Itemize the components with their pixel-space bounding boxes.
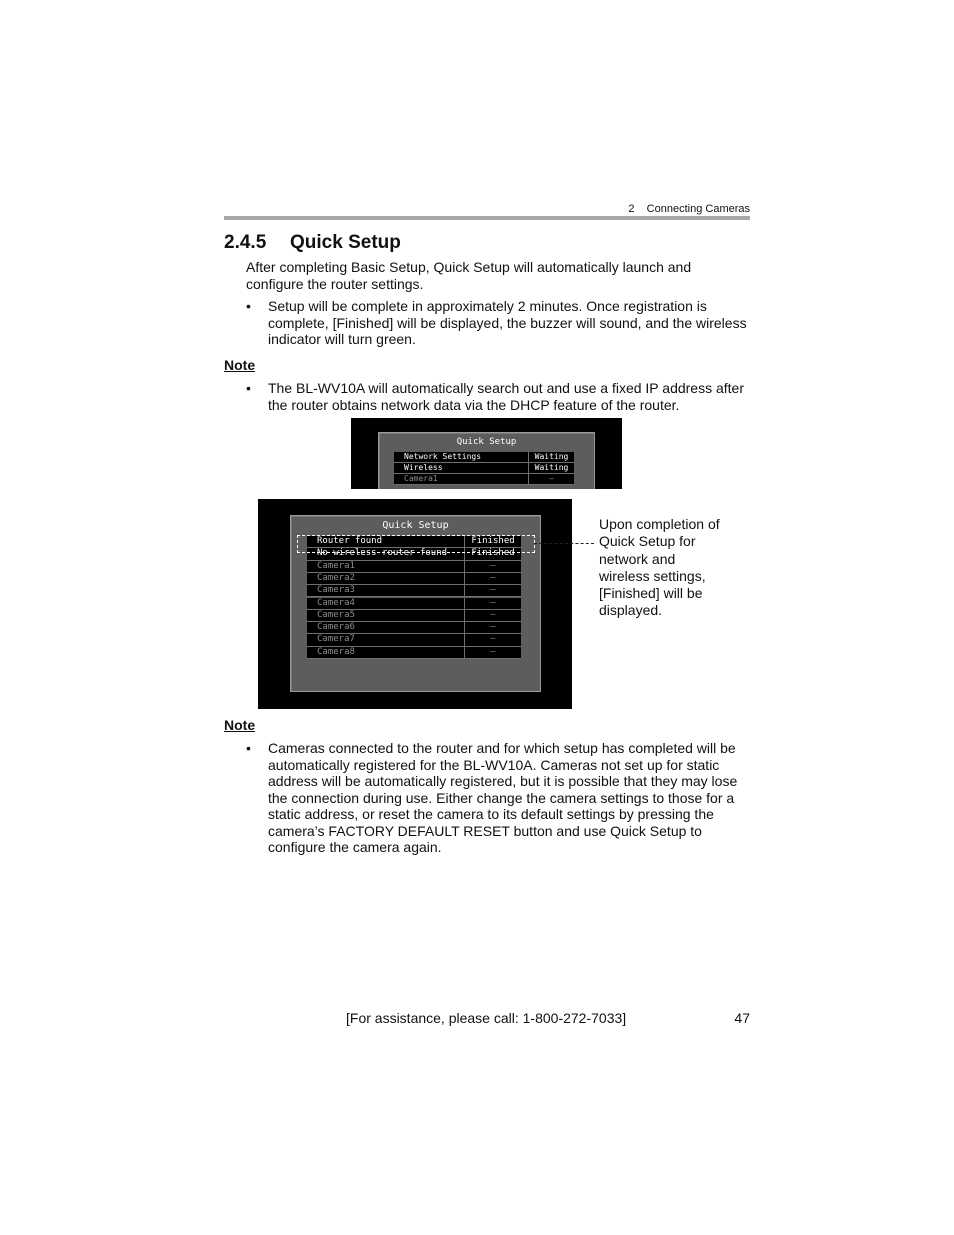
running-header: 2 Connecting Cameras [628, 203, 750, 215]
bullet-setup-time [246, 298, 752, 348]
row-name: Camera1 [394, 474, 529, 484]
note-bullet-dhcp [246, 380, 752, 413]
quick-setup-screenshot-large [258, 499, 572, 709]
callout-text: Upon completion of Quick Setup for network and wireless settings, [Finished] will be displayed. [599, 516, 720, 619]
bullet-text: Cameras connected to the router and for which setup has completed will be automatically registered for the BL-WV10A. Cameras not set up for static address will be automatically registered, but it is possible that they may lose the connection during use. Either change the camera settings to those for a static address, or reset the camera to its default settings by pressing the camera’s FACTORY DEFAULT RESET button and use Quick Setup to configure the camera again. [268, 740, 738, 855]
row-status: – [549, 474, 554, 483]
footer-assistance: [For assistance, please call: 1-800-272-7033] [346, 1010, 627, 1026]
panel-title: Quick Setup [382, 520, 449, 531]
row-name: Camera7 [307, 634, 465, 645]
status-row [307, 561, 521, 573]
row-status: Finished [471, 536, 515, 546]
status-row [307, 598, 521, 610]
note-bullet-cameras [246, 740, 752, 856]
row-status: – [490, 560, 496, 571]
status-row [307, 573, 521, 585]
row-name: No wireless router found [307, 548, 465, 559]
row-status: – [490, 572, 496, 583]
quick-setup-panel [378, 432, 595, 489]
row-status: Waiting [534, 452, 569, 461]
status-row [394, 452, 574, 463]
note-label-2: Note [224, 717, 256, 733]
bullet-text: Setup will be complete in approximately 2 minutes. Once registration is complete, [Finished] will be displayed, the buzzer will sound, and the wireless indicator will turn green. [268, 298, 747, 347]
page-number: 47 [734, 1010, 750, 1026]
row-name: Wireless [394, 463, 529, 473]
status-row [307, 622, 521, 634]
header-rule [224, 216, 750, 220]
row-name: Camera4 [307, 598, 465, 609]
bullet-dot: • [246, 380, 251, 396]
panel-title: Quick Setup [456, 437, 517, 447]
row-status: Waiting [534, 463, 569, 472]
status-row [307, 647, 521, 659]
row-status: Finished [471, 548, 515, 559]
row-name: Camera6 [307, 622, 465, 633]
row-name: Camera1 [307, 561, 465, 572]
bullet-dot: • [246, 740, 251, 756]
row-status: – [490, 634, 496, 645]
status-row [307, 585, 521, 597]
callout-leader-line [534, 543, 594, 544]
note-label: Note [224, 357, 256, 373]
row-name: Camera5 [307, 610, 465, 621]
intro-paragraph: After completing Basic Setup, Quick Setup will automatically launch and configure the router settings. [246, 259, 692, 292]
row-name: Camera8 [307, 647, 465, 658]
bullet-text: The BL-WV10A will automatically search out and use a fixed IP address after the router obtains network data via the DHCP feature of the router. [268, 380, 744, 413]
row-name: Router found [307, 536, 465, 547]
highlight-box [297, 535, 535, 553]
status-row [394, 474, 574, 485]
section-title-text: Quick Setup [290, 232, 401, 253]
row-name: Camera2 [307, 573, 465, 584]
row-name: Camera3 [307, 585, 465, 596]
bullet-dot: • [246, 298, 251, 314]
status-row [307, 634, 521, 646]
status-row [307, 610, 521, 622]
section-number: 2.4.5 [224, 232, 267, 253]
row-status: – [490, 597, 496, 608]
row-status: – [490, 585, 496, 596]
row-status: – [490, 622, 496, 633]
row-status: – [490, 646, 496, 657]
status-row [394, 463, 574, 474]
row-name: Network Settings [394, 452, 529, 462]
quick-setup-screenshot-small [351, 418, 622, 489]
row-status: – [490, 609, 496, 620]
section-title [224, 232, 401, 254]
